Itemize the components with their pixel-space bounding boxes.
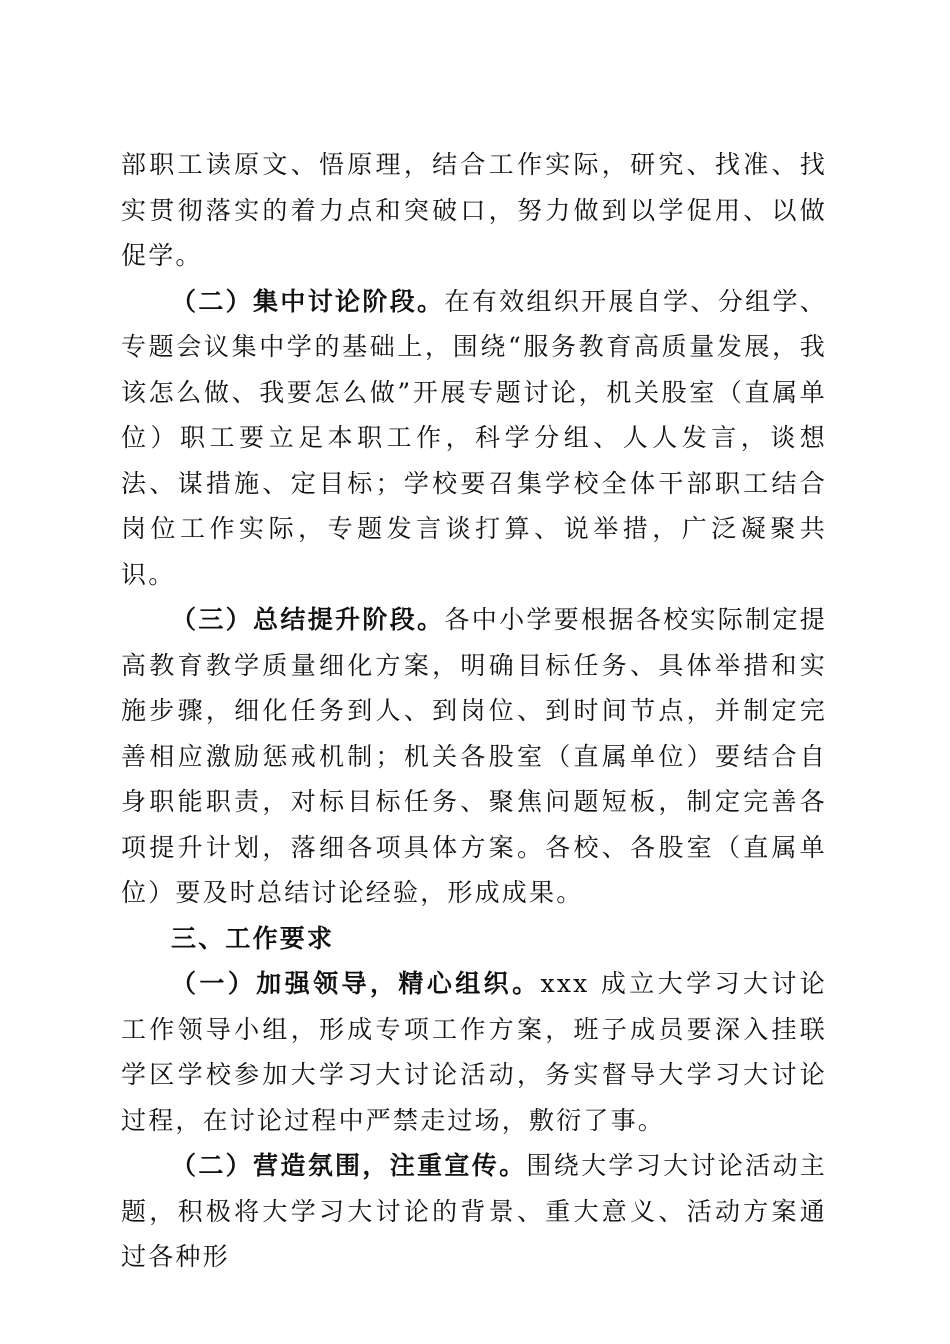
- paragraph-text: 围绕大学习大讨论活动主题，积极将大学习大讨论的背景、重大意义、活动方案通过各种形: [121, 1151, 827, 1271]
- paragraph-heading: （三）总结提升阶段。: [171, 605, 445, 634]
- paragraph-summary-stage: [121, 597, 827, 916]
- section-title: 三、工作要求: [171, 923, 335, 953]
- paragraph-heading: （一）加强领导，精心组织。: [171, 969, 541, 998]
- paragraph-heading: （二）营造氛围，注重宣传。: [171, 1151, 527, 1180]
- paragraph-concentrated-discussion: [121, 279, 827, 598]
- paragraph-continuation: [121, 142, 827, 279]
- document-body: [121, 142, 827, 1280]
- paragraph-text: 在有效组织开展自学、分组学、专题会议集中学的基础上，围绕“服务教育高质量发展，我该怎么做、我要怎么做”开展专题讨论，机关股室（直属单位）职工要立足本职工作，科学分组、人人发言，谈想法、谋措施、定目标；学校要召集学校全体干部职工结合岗位工作实际，专题发言谈打算、说举措，广泛凝聚共识。: [121, 286, 827, 589]
- paragraph-publicity: [121, 1143, 827, 1280]
- paragraph-text: xxx 成立大学习大讨论工作领导小组，形成专项工作方案，班子成员要深入挂联学区学校参加大学习大讨论活动，务实督导大学习大讨论过程，在讨论过程中严禁走过场，敷衍了事。: [121, 969, 827, 1135]
- paragraph-text: 各中小学要根据各校实际制定提高教育教学质量细化方案，明确目标任务、具体举措和实施步骤，细化任务到人、到岗位、到时间节点，并制定完善相应激励惩戒机制；机关各股室（直属单位）要结合自身职能职责，对标目标任务、聚焦问题短板，制定完善各项提升计划，落细各项具体方案。各校、各股室（直属单位）要及时总结讨论经验，形成成果。: [121, 605, 827, 907]
- paragraph-leadership: [121, 961, 827, 1143]
- paragraph-heading: （二）集中讨论阶段。: [171, 286, 445, 316]
- paragraph-text: 部职工读原文、悟原理，结合工作实际，研究、找准、找实贯彻落实的着力点和突破口，努力做到以学促用、以做促学。: [121, 150, 827, 270]
